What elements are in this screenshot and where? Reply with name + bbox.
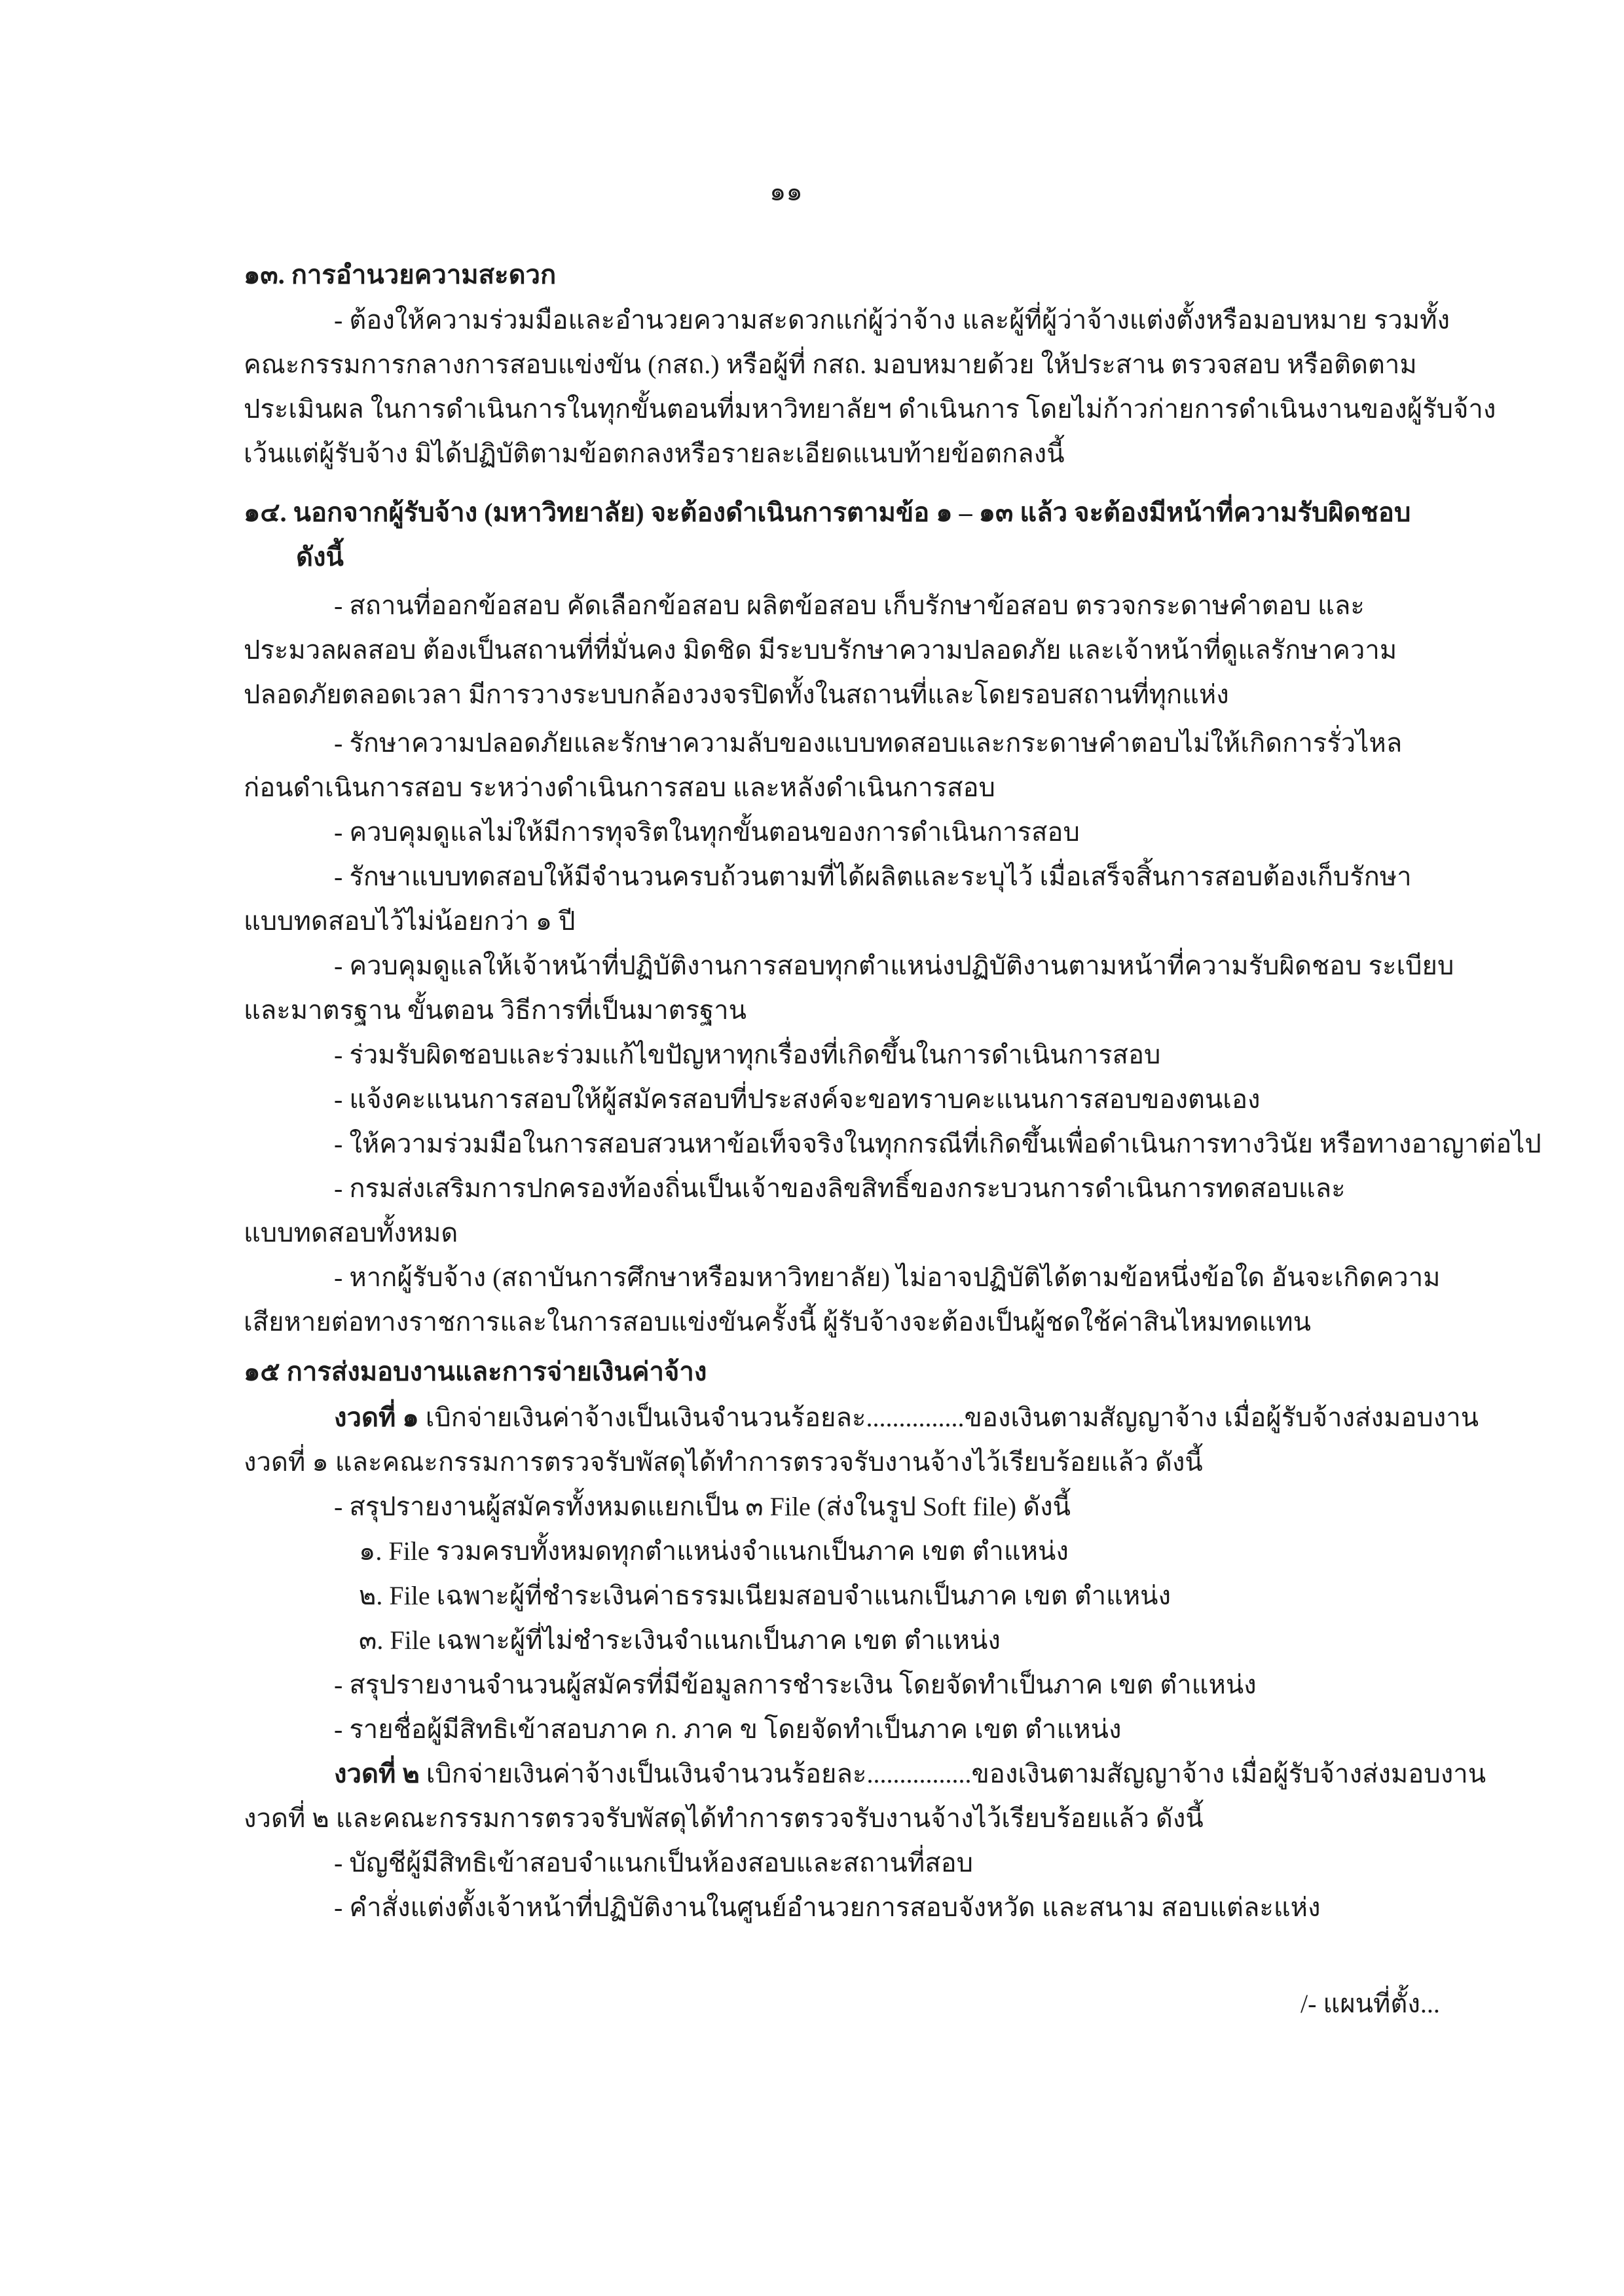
section-14-item-d-line-1: - รักษาแบบทดสอบให้มีจำนวนครบถ้วนตามที่ได้ผลิตและระบุไว้ เมื่อเสร็จสิ้นการสอบต้องเก็บรักษา [334, 862, 1412, 891]
section-14-item-d-line-2: แบบทดสอบไว้ไม่น้อยกว่า ๑ ปี [244, 906, 576, 936]
section-14-item-i-line-1: - กรมส่งเสริมการปกครองท้องถิ่นเป็นเจ้าของลิขสิทธิ์ของกระบวนการดำเนินการทดสอบและ [334, 1174, 1346, 1203]
installment-1-text: เบิกจ่ายเงินค่าจ้างเป็นเงินจำนวนร้อยละ...............ของเงินตามสัญญาจ้าง เมื่อผู้รับจ้างส่งมอบงาน [418, 1403, 1479, 1432]
continuation-footer: /- แผนที่ตั้ง... [1301, 1989, 1440, 2018]
section-14-item-f: - ร่วมรับผิดชอบและร่วมแก้ไขปัญหาทุกเรื่องที่เกิดขึ้นในการดำเนินการสอบ [334, 1040, 1161, 1069]
installment-2-label: งวดที่ ๒ [334, 1759, 420, 1788]
section-14-item-e-line-2: และมาตรฐาน ขั้นตอน วิธีการที่เป็นมาตรฐาน [244, 995, 747, 1025]
installment-2-item-1: - บัญชีผู้มีสิทธิเข้าสอบจำแนกเป็นห้องสอบและสถานที่สอบ [334, 1848, 974, 1878]
section-14-item-c: - ควบคุมดูแลไม่ให้มีการทุจริตในทุกขั้นตอนของการดำเนินการสอบ [334, 817, 1080, 847]
section-15-heading: ๑๕ การส่งมอบงานและการจ่ายเงินค่าจ้าง [244, 1357, 707, 1386]
section-13-line-2: คณะกรรมการกลางการสอบแข่งขัน (กสถ.) หรือผู้ที่ กสถ. มอบหมายด้วย ให้ประสาน ตรวจสอบ หรือติดตาม [244, 350, 1417, 379]
section-14-heading: ๑๔. นอกจากผู้รับจ้าง (มหาวิทยาลัย) จะต้องดำเนินการตามข้อ ๑ – ๑๓ แล้ว จะต้องมีหน้าที่ความรับผิดชอบ [244, 498, 1411, 527]
section-13-line-1: - ต้องให้ความร่วมมือและอำนวยความสะดวกแก่ผู้ว่าจ้าง และผู้ที่ผู้ว่าจ้างแต่งตั้งหรือมอบหมาย รวมทั้ง [334, 305, 1450, 335]
installment-2-line-1 [334, 1751, 1486, 1797]
page-number: ๑๑ [769, 177, 803, 206]
section-14-item-b-line-1: - รักษาความปลอดภัยและรักษาความลับของแบบทดสอบและกระดาษคำตอบไม่ให้เกิดการรั่วไหล [334, 728, 1403, 758]
installment-2-text: เบิกจ่ายเงินค่าจ้างเป็นเงินจำนวนร้อยละ................ของเงินตามสัญญาจ้าง เมื่อผู้รับจ้างส่งมอบงาน [419, 1759, 1486, 1788]
section-14-item-g: - แจ้งคะแนนการสอบให้ผู้สมัครสอบที่ประสงค์จะขอทราบคะแนนการสอบของตนเอง [334, 1084, 1261, 1114]
installment-1-item-3: - รายชื่อผู้มีสิทธิเข้าสอบภาค ก. ภาค ข โดยจัดทำเป็นภาค เขต ตำแหน่ง [334, 1714, 1122, 1744]
installment-1-label: งวดที่ ๑ [334, 1403, 419, 1432]
section-14-heading-cont: ดังนี้ [296, 542, 344, 572]
section-14-item-i-line-2: แบบทดสอบทั้งหมด [244, 1218, 458, 1248]
installment-1-item-2: - สรุปรายงานจำนวนผู้สมัครที่มีข้อมูลการชำระเงิน โดยจัดทำเป็นภาค เขต ตำแหน่ง [334, 1670, 1257, 1699]
section-14-item-h: - ให้ความร่วมมือในการสอบสวนหาข้อเท็จจริงในทุกกรณีที่เกิดขึ้นเพื่อดำเนินการทางวินัย หรือทางอาญาต่อไป [334, 1129, 1541, 1158]
installment-2-item-2: - คำสั่งแต่งตั้งเจ้าหน้าที่ปฏิบัติงานในศูนย์อำนวยการสอบจังหวัด และสนาม สอบแต่ละแห่ง [334, 1893, 1321, 1922]
installment-2-line-2: งวดที่ ๒ และคณะกรรมการตรวจรับพัสดุได้ทำการตรวจรับงานจ้างไว้เรียบร้อยแล้ว ดังนี้ [244, 1804, 1204, 1833]
installment-1-item-1-sub-2: ๒. File เฉพาะผู้ที่ชำระเงินค่าธรรมเนียมสอบจำแนกเป็นภาค เขต ตำแหน่ง [359, 1581, 1172, 1610]
section-14-item-a-line-2: ประมวลผลสอบ ต้องเป็นสถานที่ที่มั่นคง มิดชิด มีระบบรักษาความปลอดภัย และเจ้าหน้าที่ดูแลรักษาความ [244, 635, 1397, 665]
section-14-item-j-line-2: เสียหายต่อทางราชการและในการสอบแข่งขันครั้งนี้ ผู้รับจ้างจะต้องเป็นผู้ชดใช้ค่าสินไหมทดแทน [244, 1307, 1312, 1337]
section-14-item-a-line-1: - สถานที่ออกข้อสอบ คัดเลือกข้อสอบ ผลิตข้อสอบ เก็บรักษาข้อสอบ ตรวจกระดาษคำตอบ และ [334, 591, 1365, 620]
section-14-item-a-line-3: ปลอดภัยตลอดเวลา มีการวางระบบกล้องวงจรปิดทั้งในสถานที่และโดยรอบสถานที่ทุกแห่ง [244, 680, 1229, 709]
installment-1-line-2: งวดที่ ๑ และคณะกรรมการตรวจรับพัสดุได้ทำการตรวจรับงานจ้างไว้เรียบร้อยแล้ว ดังนี้ [244, 1447, 1203, 1477]
section-14-item-j-line-1: - หากผู้รับจ้าง (สถาบันการศึกษาหรือมหาวิทยาลัย) ไม่อาจปฏิบัติได้ตามข้อหนึ่งข้อใด อันจะเกิดความ [334, 1263, 1441, 1292]
section-14-item-b-line-2: ก่อนดำเนินการสอบ ระหว่างดำเนินการสอบ และหลังดำเนินการสอบ [244, 773, 995, 802]
installment-1-line-1 [334, 1395, 1479, 1441]
installment-1-item-1-sub-1: ๑. File รวมครบทั้งหมดทุกตำแหน่งจำแนกเป็นภาค เขต ตำแหน่ง [359, 1536, 1069, 1566]
section-13-heading: ๑๓. การอำนวยความสะดวก [244, 260, 557, 289]
installment-1-item-1: - สรุปรายงานผู้สมัครทั้งหมดแยกเป็น ๓ File (ส่งในรูป Soft file) ดังนี้ [334, 1492, 1071, 1521]
installment-1-item-1-sub-3: ๓. File เฉพาะผู้ที่ไม่ชำระเงินจำแนกเป็นภาค เขต ตำแหน่ง [359, 1625, 1001, 1655]
section-13-line-3: ประเมินผล ในการดำเนินการในทุกขั้นตอนที่มหาวิทยาลัยฯ ดำเนินการ โดยไม่ก้าวก่ายการดำเนินงานของผู้รับจ้าง [244, 394, 1496, 424]
section-14-item-e-line-1: - ควบคุมดูแลให้เจ้าหน้าที่ปฏิบัติงานการสอบทุกตำแหน่งปฏิบัติงานตามหน้าที่ความรับผิดชอบ ระเบียบ [334, 951, 1454, 980]
section-13-line-4: เว้นแต่ผู้รับจ้าง มิได้ปฏิบัติตามข้อตกลงหรือรายละเอียดแนบท้ายข้อตกลงนี้ [244, 439, 1065, 468]
